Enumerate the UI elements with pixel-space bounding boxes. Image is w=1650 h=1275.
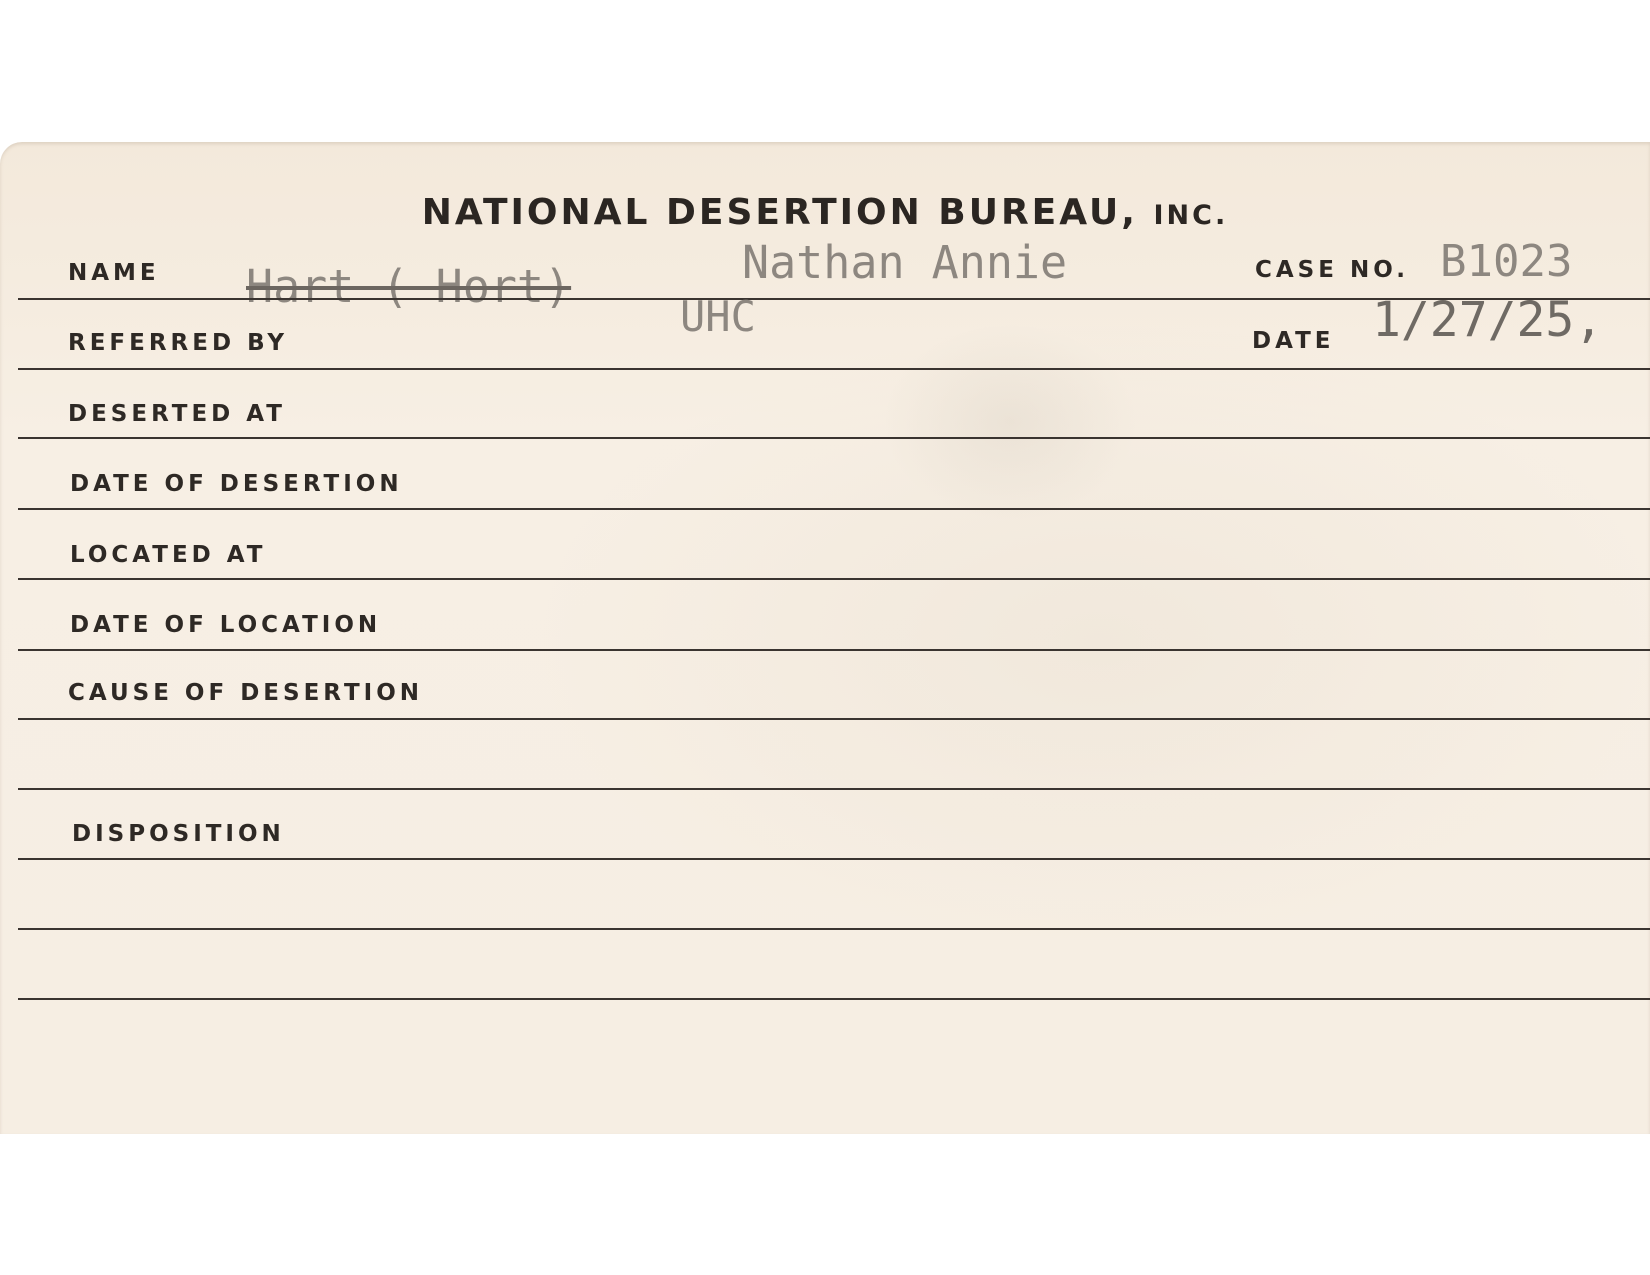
cause-of-desertion-rule: [18, 718, 1650, 720]
date-value: 1/27/25,: [1372, 292, 1604, 348]
disposition-rule-3: [18, 998, 1650, 1000]
deserted-at-rule: [18, 437, 1650, 439]
located-at-label: LOCATED AT: [70, 542, 267, 568]
referred-by-rule: [18, 368, 1650, 370]
located-at-rule: [18, 578, 1650, 580]
date-of-desertion-label: DATE OF DESERTION: [70, 471, 403, 497]
disposition-rule: [18, 858, 1650, 860]
disposition-rule-2: [18, 928, 1650, 930]
name-label: NAME: [68, 260, 160, 286]
referred-by-value: UHC: [680, 292, 756, 341]
date-of-location-rule: [18, 649, 1650, 651]
card-title-main: NATIONAL DESERTION BUREAU,: [421, 192, 1138, 233]
index-card: [0, 142, 1650, 1134]
case-no-label: CASE NO.: [1255, 257, 1409, 283]
card-title-suffix: INC.: [1153, 200, 1229, 231]
disposition-label: DISPOSITION: [72, 821, 285, 847]
date-of-desertion-rule: [18, 508, 1650, 510]
date-label: DATE: [1252, 328, 1335, 354]
cause-of-desertion-label: CAUSE OF DESERTION: [68, 680, 424, 706]
card-title: [0, 192, 1650, 233]
cause-of-desertion-rule-2: [18, 788, 1650, 790]
deserted-at-label: DESERTED AT: [68, 401, 286, 427]
name-struck-value: Hart ( Hort): [246, 260, 572, 313]
date-of-location-label: DATE OF LOCATION: [70, 612, 382, 638]
case-no-value: B1023: [1440, 236, 1573, 287]
name-given-value: Nathan Annie: [742, 236, 1068, 289]
referred-by-label: REFERRED BY: [68, 330, 289, 356]
